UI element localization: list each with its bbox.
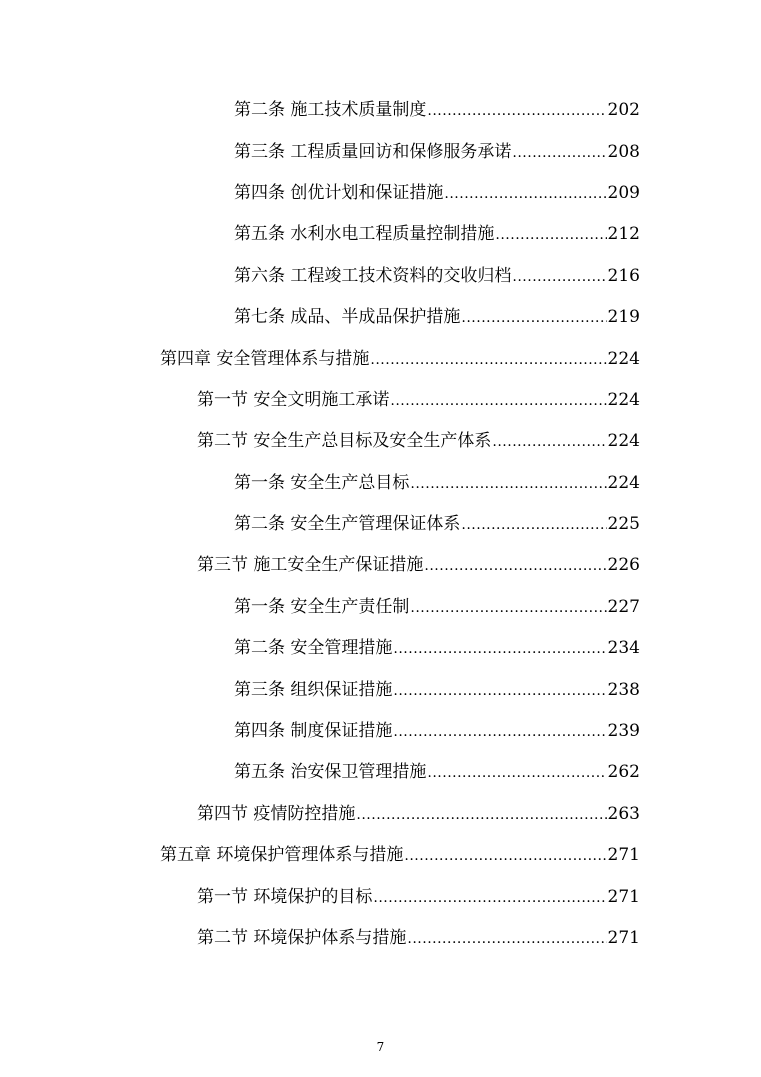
toc-entry[interactable] — [0, 504, 761, 545]
toc-entry[interactable] — [0, 876, 761, 917]
toc-entry-page: 271 — [607, 886, 640, 907]
toc-dot-leader — [393, 681, 606, 701]
toc-dot-leader — [407, 929, 606, 949]
toc-dot-leader — [461, 515, 606, 535]
toc-entry-page: 225 — [607, 514, 640, 535]
toc-entry-title: 第四章 安全管理体系与措施 — [160, 348, 370, 369]
toc-entry-page: 238 — [607, 679, 640, 700]
toc-entry-page: 263 — [607, 803, 640, 824]
toc-entry-page: 239 — [607, 721, 640, 742]
toc-entry-title: 第三条 组织保证措施 — [234, 679, 393, 700]
toc-entry-title: 第四条 制度保证措施 — [234, 721, 393, 742]
table-of-contents — [0, 90, 761, 959]
toc-entry-title: 第三节 施工安全生产保证措施 — [197, 555, 424, 576]
toc-dot-leader — [512, 267, 606, 287]
toc-entry[interactable] — [0, 835, 761, 876]
toc-entry-row — [234, 266, 640, 287]
toc-dot-leader — [512, 143, 606, 163]
toc-entry-page: 212 — [607, 224, 640, 245]
toc-entry-page: 209 — [607, 182, 640, 203]
toc-dot-leader — [393, 722, 606, 742]
toc-entry-page: 271 — [607, 928, 640, 948]
toc-entry-row — [234, 721, 640, 742]
toc-entry-title: 第一节 安全文明施工承诺 — [197, 389, 390, 410]
toc-entry-row — [197, 431, 640, 452]
toc-entry-row — [234, 307, 640, 328]
toc-dot-leader — [370, 350, 606, 370]
toc-entry-title: 第六条 工程竣工技术资料的交收归档 — [234, 265, 512, 286]
toc-dot-leader — [424, 556, 606, 576]
toc-entry-title: 第四节 疫情防控措施 — [197, 803, 356, 824]
toc-entry-page: 226 — [607, 555, 640, 576]
toc-entry-row — [234, 183, 640, 204]
toc-entry-title: 第二节 安全生产总目标及安全生产体系 — [197, 431, 492, 452]
toc-dot-leader — [461, 308, 606, 328]
toc-entry[interactable] — [0, 297, 761, 338]
toc-entry-row — [234, 514, 640, 535]
toc-entry[interactable] — [0, 131, 761, 172]
toc-entry-title: 第五条 治安保卫管理措施 — [234, 762, 427, 783]
toc-dot-leader — [393, 639, 606, 659]
toc-entry-row — [234, 142, 640, 163]
toc-entry-title: 第四条 创优计划和保证措施 — [234, 182, 444, 203]
toc-entry-page: 216 — [607, 265, 640, 286]
toc-entry-page: 224 — [607, 431, 640, 452]
toc-entry-row — [197, 887, 640, 908]
toc-entry[interactable] — [0, 256, 761, 297]
toc-dot-leader — [410, 598, 606, 618]
toc-entry[interactable] — [0, 669, 761, 710]
toc-entry-row — [197, 390, 640, 411]
toc-entry[interactable] — [0, 628, 761, 669]
toc-entry[interactable] — [0, 214, 761, 255]
toc-entry-row — [197, 928, 640, 949]
toc-entry-row — [234, 224, 640, 245]
toc-entry[interactable] — [0, 918, 761, 959]
toc-entry-title: 第一条 安全生产责任制 — [234, 596, 410, 617]
toc-entry[interactable] — [0, 794, 761, 835]
toc-entry-row — [197, 804, 640, 825]
toc-entry[interactable] — [0, 421, 761, 462]
toc-entry-title: 第五章 环境保护管理体系与措施 — [160, 845, 404, 866]
toc-entry[interactable] — [0, 752, 761, 793]
toc-entry[interactable] — [0, 463, 761, 504]
toc-entry-page: 271 — [607, 845, 640, 866]
toc-entry-page: 227 — [607, 596, 640, 617]
page-number: 7 — [376, 1040, 385, 1054]
toc-entry-row — [234, 473, 640, 494]
toc-entry-row — [197, 555, 640, 576]
toc-entry-title: 第二条 施工技术质量制度 — [234, 100, 427, 121]
toc-entry[interactable] — [0, 90, 761, 131]
toc-entry-row — [160, 845, 640, 866]
toc-entry-row — [234, 638, 640, 659]
toc-entry[interactable] — [0, 338, 761, 379]
toc-entry-title: 第二条 安全管理措施 — [234, 638, 393, 659]
toc-dot-leader — [410, 474, 606, 494]
toc-entry-row — [234, 680, 640, 701]
toc-dot-leader — [404, 846, 606, 866]
toc-dot-leader — [390, 391, 606, 411]
toc-dot-leader — [495, 225, 606, 245]
toc-entry-page: 202 — [607, 100, 640, 121]
toc-entry[interactable] — [0, 587, 761, 628]
toc-entry-row — [160, 349, 640, 370]
toc-entry-page: 208 — [607, 141, 640, 162]
toc-entry-page: 224 — [607, 472, 640, 493]
toc-entry-row — [234, 597, 640, 618]
toc-entry-page: 224 — [607, 389, 640, 410]
toc-entry-page: 262 — [607, 762, 640, 783]
toc-entry-title: 第五条 水利水电工程质量控制措施 — [234, 224, 495, 245]
toc-dot-leader — [373, 888, 606, 908]
toc-entry[interactable] — [0, 173, 761, 214]
toc-entry-row — [234, 762, 640, 783]
toc-entry[interactable] — [0, 711, 761, 752]
toc-entry-title: 第三条 工程质量回访和保修服务承诺 — [234, 141, 512, 162]
toc-entry-title: 第一节 环境保护的目标 — [197, 886, 373, 907]
toc-entry-title: 第七条 成品、半成品保护措施 — [234, 307, 461, 328]
toc-dot-leader — [427, 101, 606, 121]
toc-dot-leader — [444, 184, 606, 204]
toc-entry[interactable] — [0, 545, 761, 586]
toc-entry-row — [234, 100, 640, 121]
toc-entry-page: 224 — [607, 348, 640, 369]
toc-entry[interactable] — [0, 380, 761, 421]
toc-entry-page: 219 — [607, 307, 640, 328]
toc-dot-leader — [492, 432, 606, 452]
toc-entry-title: 第二条 安全生产管理保证体系 — [234, 514, 461, 535]
toc-dot-leader — [427, 763, 606, 783]
toc-entry-page: 234 — [607, 638, 640, 659]
toc-dot-leader — [356, 805, 606, 825]
toc-entry-title: 第二节 环境保护体系与措施 — [197, 928, 407, 948]
toc-entry-title: 第一条 安全生产总目标 — [234, 472, 410, 493]
